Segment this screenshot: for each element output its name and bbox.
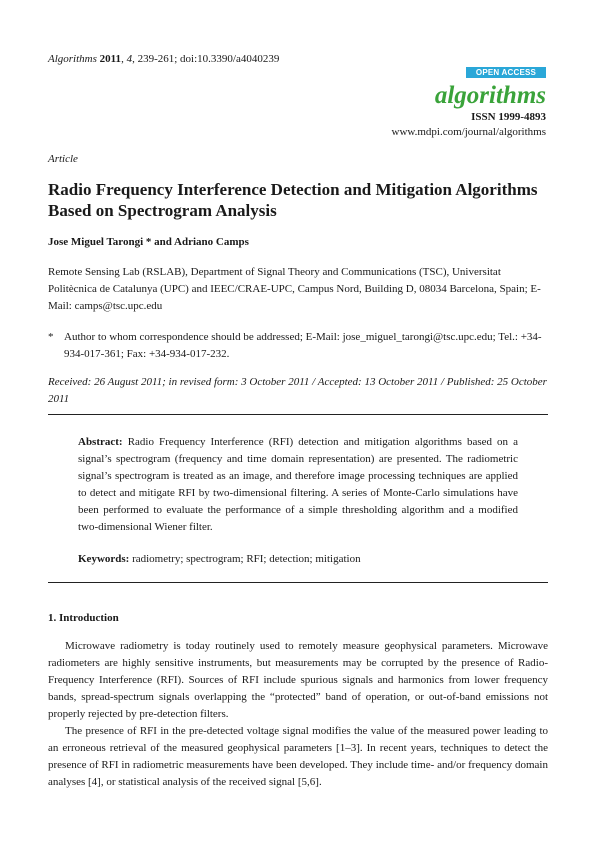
section-heading-introduction: 1. Introduction <box>48 612 119 624</box>
correspondence-star: * <box>48 331 54 343</box>
open-access-badge: OPEN ACCESS <box>466 67 546 78</box>
divider-top <box>48 414 548 415</box>
correspondence-note <box>48 329 548 363</box>
intro-paragraph-2: The presence of RFI in the pre-detected voltage signal modifies the value of the measured power leading to an erroneous retrieval of the measured geophysical parameters [1–3]. In recent years, techniques to detect the presence of RFI in radiometric measurements have been developed. They include time- and/or frequency domain analyses [4], or statistical analysis of the received signal [5,6]. <box>48 725 548 788</box>
citation-year: 2011 <box>99 53 122 65</box>
article-type: Article <box>48 153 78 165</box>
journal-logo: algorithms <box>434 82 546 109</box>
paper-title: Radio Frequency Interference Detection and Mitigation Algorithms Based on Spectrogram Analysis <box>48 180 538 220</box>
abstract <box>78 434 518 536</box>
keywords <box>78 551 518 568</box>
keywords-label: Keywords: <box>78 553 130 565</box>
introduction-body <box>48 638 548 791</box>
authors: Jose Miguel Tarongi * and Adriano Camps <box>48 236 249 248</box>
citation-line: Algorithms 2011, 4, 239-261; doi:10.3390/a4040239 <box>48 53 280 65</box>
citation-pages-doi: , 239-261; doi:10.3390/a4040239 <box>132 53 280 65</box>
keywords-text: radiometry; spectrogram; RFI; detection; mitigation <box>132 553 361 565</box>
intro-paragraph-1: Microwave radiometry is today routinely used to remotely measure geophysical parameters. Microwave radiometers are highly sensitive instruments, but measurements may be corrupted by the presence of Radio-Frequency Interference (RFI). Sources of RFI include spurious signals and harmonics from lower frequency bands, spread-spectrum signals overlapping the “protected” band of operation, or out-of-band emissions not properly rejected by pre-detection filters. <box>48 640 548 720</box>
abstract-label: Abstract: <box>78 436 123 448</box>
affiliation: Remote Sensing Lab (RSLAB), Department of Signal Theory and Communications (TSC), Universitat Politècnica de Catalunya (UPC) and IEEC/CRAE-UPC, Campus Nord, Building D, 08034 Barcelona, Spain; E-Mail: camps@tsc.upc.edu <box>48 266 541 312</box>
citation-volume: 4 <box>126 53 133 65</box>
divider-bottom <box>48 582 548 583</box>
citation-journal: Algorithms <box>48 53 97 65</box>
publication-dates: Received: 26 August 2011; in revised form: 3 October 2011 / Accepted: 13 October 2011 / Published: 25 October 2011 <box>48 376 547 405</box>
abstract-text: Radio Frequency Interference (RFI) detection and mitigation algorithms based on a signal’s spectrogram (frequency and time domain representation) are presented. The radiometric signal’s spectrogram is treated as an image, and therefore image processing techniques are applied to detect and mitigate RFI by two-dimensional filtering. A series of Monte-Carlo simulations have been performed to evaluate the performance of a simple thresholding algorithm and a modified two-dimensional Wiener filter. <box>78 436 519 533</box>
issn: ISSN 1999-4893 <box>471 111 546 123</box>
correspondence-text: Author to whom correspondence should be addressed; E-Mail: jose_miguel_tarongi@tsc.upc.edu; Tel.: +34-934-017-361; Fax: +34-934-017-232. <box>64 331 542 360</box>
journal-url[interactable]: www.mdpi.com/journal/algorithms <box>391 126 546 138</box>
